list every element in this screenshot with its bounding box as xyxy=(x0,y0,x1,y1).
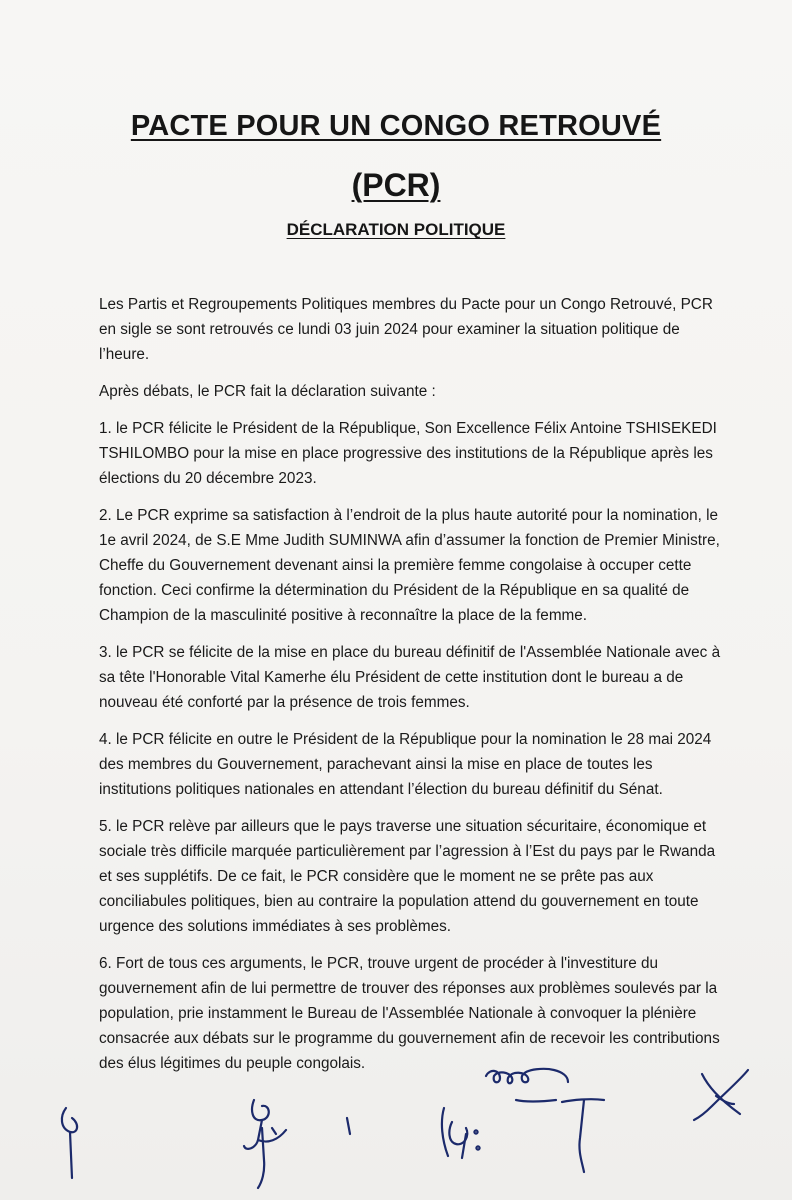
document-acronym: (PCR) xyxy=(351,167,441,203)
intro-paragraph: Les Partis et Regroupements Politiques membres du Pacte pour un Congo Retrouvé, PCR en sigle se sont retrouvés ce lundi 03 juin 2024 pour examiner la situation politique de l’heure. xyxy=(99,296,713,363)
document-title: PACTE POUR UN CONGO RETROUVÉ xyxy=(130,110,662,142)
point-5: 5. le PCR relève par ailleurs que le pays traverse une situation sécuritaire, économique et sociale très difficile marquée particulièrement par l’agression à l’Est du pays par le Rwanda et ses supplétifs. De ce fait, le PCR considère que le moment ne se prête pas aux conciliabules politiques, bien au contraire la population attend du gouvernement en toute urgence des solutions immédiates à ses problèmes. xyxy=(99,818,716,935)
document-body xyxy=(99,292,724,1088)
point-1: 1. le PCR félicite le Président de la République, Son Excellence Félix Antoine TSHISEKEDI TSHILOMBO pour la mise en place progressive des institutions de la République après les élections du 20 décembre 2023. xyxy=(99,420,717,487)
lead-paragraph: Après débats, le PCR fait la déclaration suivante : xyxy=(99,383,436,400)
signature-3-icon xyxy=(347,1118,350,1134)
signature-1-icon xyxy=(62,1108,77,1178)
point-4: 4. le PCR félicite en outre le Président de la République pour la nomination le 28 mai 2024 des membres du Gouvernement, parachevant ainsi la mise en place de toutes les institutions politiques nationales en attendant l’élection du bureau définitif du Sénat. xyxy=(99,731,712,798)
signature-4-icon xyxy=(442,1108,480,1158)
point-6: 6. Fort de tous ces arguments, le PCR, trouve urgent de procéder à l'investiture du gouvernement afin de lui permettre de trouver des réponses aux problèmes soulevés par la population, prie instamment le Bureau de l'Assemblée Nationale à convoquer la plénière consacrée aux débats sur le programme du gouvernement afin de recevoir les contributions des élus légitimes du peuple congolais. xyxy=(99,955,720,1072)
signature-6-icon xyxy=(694,1070,748,1120)
signature-2-icon xyxy=(244,1100,286,1188)
document-subtitle: DÉCLARATION POLITIQUE xyxy=(286,220,506,239)
point-2: 2. Le PCR exprime sa satisfaction à l’endroit de la plus haute autorité pour la nomination, le 1e avril 2024, de S.E Mme Judith SUMINWA afin d’assumer la fonction de Premier Ministre, Cheffe du Gouvernement devenant ainsi la première femme congolaise à occuper cette fonction. Ceci confirme la détermination du Président de la République en sa qualité de Champion de la masculinité positive à reconnaître la place de la femme. xyxy=(99,507,720,624)
signature-5-icon xyxy=(486,1069,604,1172)
point-3: 3. le PCR se félicite de la mise en place du bureau définitif de l'Assemblée Nationale avec à sa tête l'Honorable Vital Kamerhe élu Président de cette institution dont le bureau a de nouveau été conforté par la présence de trois femmes. xyxy=(99,644,721,711)
signatures-area xyxy=(0,1060,792,1200)
